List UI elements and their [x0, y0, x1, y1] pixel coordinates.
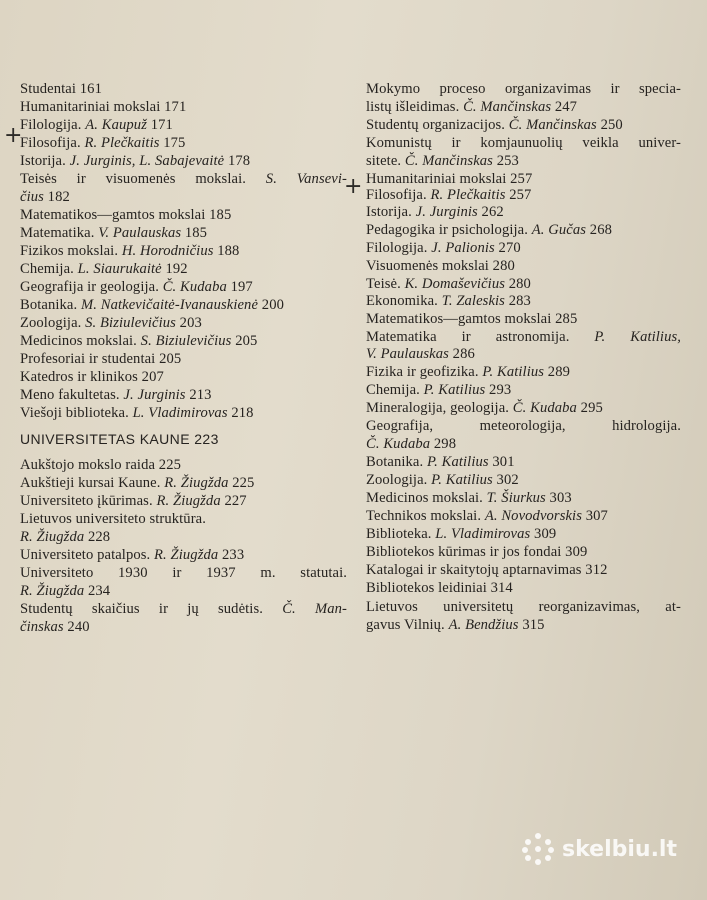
- entry-author: A. Kaupuž: [85, 117, 147, 133]
- entry-title: Zoologija.: [366, 472, 432, 488]
- toc-entry: [366, 489, 572, 507]
- entry-title: Filosofija.: [20, 135, 85, 151]
- toc-entry: [20, 242, 239, 260]
- toc-entry: [366, 417, 681, 435]
- entry-title: Profesoriai ir studentai 205: [20, 351, 182, 367]
- entry-page-number: 257: [505, 187, 532, 203]
- entry-title: Katalogai ir skaitytojų aptarnavimas 312: [366, 562, 608, 578]
- entry-page-number: 268: [586, 222, 612, 238]
- entry-author: J. Jurginis: [415, 204, 478, 220]
- entry-author: P. Katilius: [427, 454, 489, 470]
- toc-entry: [20, 430, 219, 448]
- entry-title: Chemija.: [20, 261, 78, 277]
- entry-author: R. Žiugžda: [164, 475, 229, 491]
- toc-entry: [366, 507, 608, 525]
- entry-title: Meno fakultetas.: [20, 387, 124, 403]
- entry-author: Č. Mančinskas: [508, 117, 597, 133]
- entry-author: J. Palionis: [431, 240, 495, 256]
- entry-title: listų išleidimas.: [366, 99, 464, 115]
- entry-page-number: 185: [181, 225, 208, 241]
- entry-author: P. Katilius: [431, 472, 493, 488]
- entry-author: čius: [20, 189, 44, 205]
- entry-page-number: 247: [551, 99, 578, 115]
- entry-page-number: 203: [175, 315, 202, 331]
- toc-entry: [20, 116, 173, 134]
- entry-title: Fizikos mokslai.: [20, 243, 122, 259]
- toc-entry: [20, 170, 347, 188]
- entry-title: Visuomenės mokslai 280: [366, 258, 515, 274]
- entry-author: R. Žiugžda: [156, 493, 221, 509]
- toc-entry: [20, 474, 254, 492]
- entry-page-number: 315: [518, 617, 545, 633]
- entry-author: P. Katilius: [482, 364, 545, 380]
- toc-entry: [366, 598, 681, 616]
- toc-entry: [366, 561, 608, 579]
- entry-page-number: 301: [488, 454, 515, 470]
- entry-page-number: 303: [545, 490, 572, 506]
- toc-entry: [20, 296, 284, 314]
- entry-page-number: 192: [161, 261, 188, 277]
- entry-title: Chemija.: [366, 382, 424, 398]
- entry-title: Aukštojo mokslo raida 225: [20, 457, 181, 473]
- entry-title: Filologija.: [366, 240, 432, 256]
- entry-page-number: 253: [492, 153, 519, 169]
- entry-title: Mineralogija, geologija.: [366, 400, 513, 416]
- entry-title: Studentų skaičius ir jų sudėtis.: [20, 601, 283, 617]
- entry-author: K. Domaševičius: [404, 276, 505, 292]
- entry-page-number: 178: [224, 153, 251, 169]
- toc-entry: [366, 471, 519, 489]
- entry-page-number: 283: [504, 293, 531, 309]
- toc-entry: [366, 152, 519, 170]
- toc-entry: [366, 435, 456, 453]
- entry-title: Medicinos mokslai.: [366, 490, 487, 506]
- entry-title: Botanika.: [20, 297, 81, 313]
- entry-page-number: 295: [576, 400, 603, 416]
- entry-page-number: 200: [258, 297, 284, 313]
- entry-title: Teisė.: [366, 276, 405, 292]
- toc-entry: [20, 528, 110, 546]
- entry-title: Universiteto patalpos.: [20, 547, 155, 563]
- toc-entry: [366, 275, 531, 293]
- entry-title: Mokymo proceso organizavimas ir specia-: [366, 81, 681, 97]
- entry-author: Č. Kudaba: [162, 279, 227, 295]
- entry-title: Komunistų ir komjaunuolių veikla univer-: [366, 135, 681, 151]
- entry-title: Matematika ir astronomija.: [366, 329, 595, 345]
- toc-entry: [366, 543, 587, 561]
- toc-entry: [366, 292, 531, 310]
- toc-entry: [20, 152, 250, 170]
- toc-entry: [20, 260, 188, 278]
- entry-page-number: 227: [220, 493, 247, 509]
- entry-title: Lietuvos universiteto struktūra.: [20, 511, 206, 527]
- entry-title: Studentai 161: [20, 81, 102, 97]
- entry-author: R. Žiugžda: [20, 529, 85, 545]
- entry-title: Botanika.: [366, 454, 427, 470]
- entry-title: Matematikos—gamtos mokslai 285: [366, 311, 578, 327]
- toc-entry: [20, 600, 347, 618]
- entry-author: R. Plečkaitis: [84, 135, 160, 151]
- entry-author: V. Paulauskas: [366, 346, 449, 362]
- entry-page-number: 309: [530, 526, 557, 542]
- entry-page-number: 228: [84, 529, 111, 545]
- entry-page-number: 307: [582, 508, 608, 524]
- entry-title: Bibliotekos kūrimas ir jos fondai 309: [366, 544, 588, 560]
- entry-author: J. Jurginis, L. Sabajevaitė: [69, 153, 225, 169]
- entry-page-number: 298: [430, 436, 457, 452]
- entry-page-number: 197: [226, 279, 253, 295]
- entry-author: L. Vladimirovas: [132, 405, 228, 421]
- entry-author: T. Šiurkus: [486, 490, 546, 506]
- entry-title: Lietuvos universitetų reorganizavimas, at-: [366, 599, 681, 615]
- pencil-mark-right: +: [344, 174, 363, 199]
- toc-entry: [20, 134, 185, 152]
- toc-entry: [366, 453, 515, 471]
- toc-entry: [20, 332, 257, 350]
- watermark-text: skelbiu.lt: [562, 836, 677, 862]
- toc-entry: [20, 98, 186, 116]
- entry-title: gavus Vilnių.: [366, 617, 449, 633]
- entry-author: Č. Kudaba: [366, 436, 431, 452]
- toc-entry: [20, 350, 181, 368]
- toc-entry: [366, 381, 511, 399]
- toc-entry: [20, 510, 206, 528]
- entry-page-number: 302: [492, 472, 519, 488]
- entry-page-number: 293: [485, 382, 512, 398]
- entry-author: Č. Mančinskas: [463, 99, 552, 115]
- entry-page-number: 175: [159, 135, 186, 151]
- entry-title: Universiteto 1930 ir 1937 m. statutai.: [20, 565, 347, 581]
- toc-entry: [366, 363, 570, 381]
- entry-title: Bibliotekos leidiniai 314: [366, 580, 513, 596]
- entry-author: P. Katilius: [423, 382, 486, 398]
- entry-author: S. Biziulevičius: [85, 315, 176, 331]
- toc-entry: [366, 345, 475, 363]
- entry-author: A. Gučas: [531, 222, 587, 238]
- entry-page-number: 270: [494, 240, 521, 256]
- toc-entry: [20, 188, 70, 206]
- entry-page-number: 233: [218, 547, 245, 563]
- entry-author: A. Bendžius: [448, 617, 519, 633]
- toc-entry: [20, 564, 347, 582]
- toc-entry: [366, 221, 612, 239]
- toc-entry: [366, 80, 681, 98]
- toc-entry: [366, 616, 545, 634]
- entry-page-number: 205: [231, 333, 258, 349]
- entry-author: A. Novodvorskis: [484, 508, 582, 524]
- entry-page-number: 171: [146, 117, 173, 133]
- entry-title: Technikos mokslai.: [366, 508, 485, 524]
- entry-author: J. Jurginis: [123, 387, 186, 403]
- toc-entry: [20, 404, 254, 422]
- entry-author: P. Katilius,: [594, 329, 682, 345]
- entry-page-number: 218: [227, 405, 254, 421]
- entry-title: Fizika ir geofizika.: [366, 364, 483, 380]
- entry-title: Biblioteka.: [366, 526, 436, 542]
- skelbiu-logo-icon: [522, 833, 554, 865]
- entry-author: Č. Mančinskas: [404, 153, 493, 169]
- entry-title: Zoologija.: [20, 315, 86, 331]
- entry-page-number: 240: [63, 619, 90, 635]
- toc-entry: [20, 618, 90, 636]
- toc-entry: [366, 399, 603, 417]
- toc-entry: [20, 368, 164, 386]
- entry-title: Istorija.: [366, 204, 416, 220]
- entry-page-number: 289: [544, 364, 570, 380]
- entry-author: R. Plečkaitis: [430, 187, 506, 203]
- entry-author: R. Žiugžda: [154, 547, 219, 563]
- entry-author: R. Žiugžda: [20, 583, 85, 599]
- toc-entry: [20, 456, 181, 474]
- entry-page-number: 234: [84, 583, 111, 599]
- entry-title: UNIVERSITETAS KAUNE 223: [20, 431, 219, 447]
- pencil-mark-left: +: [4, 123, 23, 148]
- toc-entry: [20, 492, 247, 510]
- entry-author: činskas: [20, 619, 64, 635]
- toc-entry: [20, 546, 244, 564]
- entry-title: Humanitariniai mokslai 257: [366, 171, 533, 187]
- toc-entry: [20, 80, 102, 98]
- entry-title: Aukštieji kursai Kaune.: [20, 475, 165, 491]
- entry-title: Matematika.: [20, 225, 99, 241]
- toc-entry: [366, 328, 681, 346]
- toc-entry: [366, 203, 504, 221]
- skelbiu-watermark: [522, 833, 677, 865]
- toc-entry: [20, 386, 212, 404]
- toc-entry: [366, 525, 556, 543]
- entry-author: L. Siaurukaitė: [77, 261, 162, 277]
- entry-author: Č. Man-: [282, 601, 348, 617]
- entry-page-number: 280: [505, 276, 531, 292]
- entry-page-number: 182: [43, 189, 70, 205]
- toc-entry: [366, 579, 513, 597]
- entry-title: Humanitariniai mokslai 171: [20, 99, 187, 115]
- toc-entry: [366, 257, 515, 275]
- entry-author: S. Biziulevičius: [140, 333, 232, 349]
- entry-title: Filologija.: [20, 117, 86, 133]
- entry-page-number: 225: [228, 475, 255, 491]
- entry-title: Geografija, meteorologija, hidrologija.: [366, 418, 681, 434]
- entry-author: H. Horodničius: [121, 243, 214, 259]
- entry-title: Geografija ir geologija.: [20, 279, 163, 295]
- entry-author: L. Vladimirovas: [435, 526, 531, 542]
- entry-title: Istorija.: [20, 153, 70, 169]
- entry-title: Teisės ir visuomenės mokslai.: [20, 171, 266, 187]
- entry-page-number: 188: [213, 243, 240, 259]
- toc-entry: [366, 98, 577, 116]
- entry-title: Filosofija.: [366, 187, 431, 203]
- toc-entry: [366, 239, 521, 257]
- entry-page-number: 262: [477, 204, 504, 220]
- entry-title: Universiteto įkūrimas.: [20, 493, 157, 509]
- toc-entry: [20, 206, 231, 224]
- entry-title: Ekonomika.: [366, 293, 442, 309]
- entry-page-number: 286: [448, 346, 475, 362]
- entry-author: M. Natkevičaitė-Ivanauskienė: [81, 297, 259, 313]
- entry-author: S. Vansevi-: [265, 171, 347, 187]
- toc-entry: [366, 116, 623, 134]
- toc-entry: [366, 186, 531, 204]
- toc-entry: [20, 314, 202, 332]
- entry-title: Pedagogika ir psichologija.: [366, 222, 532, 238]
- entry-page-number: 250: [596, 117, 623, 133]
- entry-title: sitete.: [366, 153, 405, 169]
- entry-author: V. Paulauskas: [98, 225, 182, 241]
- entry-title: Katedros ir klinikos 207: [20, 369, 164, 385]
- entry-title: Viešoji biblioteka.: [20, 405, 133, 421]
- entry-author: T. Zaleskis: [441, 293, 505, 309]
- toc-entry: [20, 582, 110, 600]
- toc-entry: [366, 310, 577, 328]
- entry-title: Matematikos—gamtos mokslai 185: [20, 207, 232, 223]
- entry-page-number: 213: [185, 387, 212, 403]
- entry-title: Studentų organizacijos.: [366, 117, 509, 133]
- toc-entry: [20, 278, 253, 296]
- entry-author: Č. Kudaba: [512, 400, 577, 416]
- entry-title: Medicinos mokslai.: [20, 333, 141, 349]
- toc-entry: [20, 224, 207, 242]
- toc-entry: [366, 134, 681, 152]
